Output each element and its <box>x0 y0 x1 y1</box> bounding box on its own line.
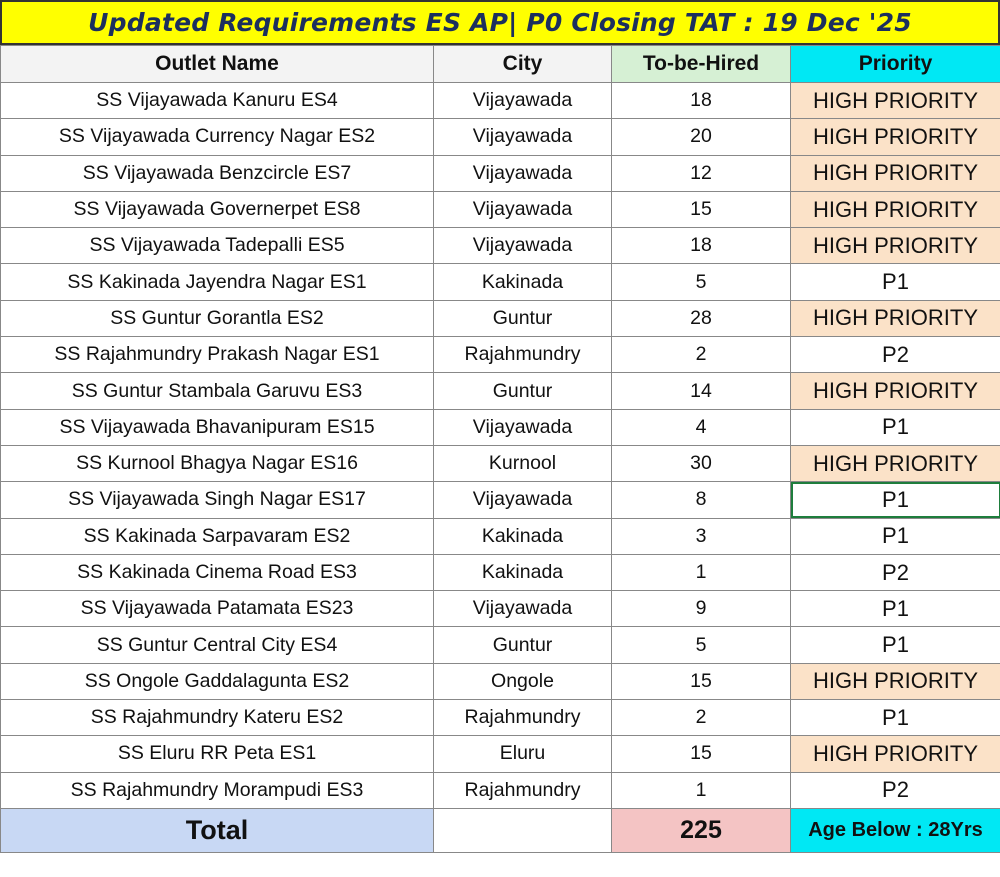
table-row <box>1 264 1000 300</box>
priority-cell[interactable]: HIGH PRIORITY <box>791 373 1000 409</box>
outlet-name-cell[interactable]: SS Kurnool Bhagya Nagar ES16 <box>1 445 434 481</box>
priority-cell[interactable]: HIGH PRIORITY <box>791 445 1000 481</box>
table-row <box>1 482 1000 518</box>
city-cell[interactable]: Vijayawada <box>434 482 612 518</box>
table-row <box>1 591 1000 627</box>
outlet-name-cell[interactable]: SS Rajahmundry Kateru ES2 <box>1 700 434 736</box>
priority-cell[interactable]: P2 <box>791 772 1000 808</box>
table-row <box>1 300 1000 336</box>
table-row <box>1 772 1000 808</box>
city-cell[interactable]: Vijayawada <box>434 228 612 264</box>
city-cell[interactable]: Ongole <box>434 663 612 699</box>
priority-cell[interactable]: P1 <box>791 518 1000 554</box>
priority-cell[interactable]: P1 <box>791 627 1000 663</box>
sheet-title: Updated Requirements ES AP| P0 Closing TAT : 19 Dec '25 <box>0 0 1000 45</box>
outlet-name-cell[interactable]: SS Kakinada Cinema Road ES3 <box>1 554 434 590</box>
city-cell[interactable]: Rajahmundry <box>434 337 612 373</box>
to-be-hired-cell[interactable]: 18 <box>612 83 791 119</box>
to-be-hired-cell[interactable]: 12 <box>612 155 791 191</box>
priority-cell[interactable]: P1 <box>791 264 1000 300</box>
city-cell[interactable]: Vijayawada <box>434 409 612 445</box>
to-be-hired-cell[interactable]: 15 <box>612 663 791 699</box>
city-cell[interactable]: Eluru <box>434 736 612 772</box>
to-be-hired-cell[interactable]: 4 <box>612 409 791 445</box>
table-row <box>1 736 1000 772</box>
priority-cell[interactable]: P1 <box>791 409 1000 445</box>
city-cell[interactable]: Vijayawada <box>434 83 612 119</box>
table-row <box>1 627 1000 663</box>
outlet-name-cell[interactable]: SS Rajahmundry Prakash Nagar ES1 <box>1 337 434 373</box>
city-cell[interactable]: Guntur <box>434 627 612 663</box>
priority-cell[interactable]: P2 <box>791 337 1000 373</box>
to-be-hired-cell[interactable]: 5 <box>612 627 791 663</box>
outlet-name-cell[interactable]: SS Kakinada Sarpavaram ES2 <box>1 518 434 554</box>
priority-cell[interactable]: P1 <box>791 591 1000 627</box>
city-cell[interactable]: Vijayawada <box>434 591 612 627</box>
outlet-name-cell[interactable]: SS Vijayawada Benzcircle ES7 <box>1 155 434 191</box>
table-row <box>1 83 1000 119</box>
table-row <box>1 554 1000 590</box>
city-cell[interactable]: Kakinada <box>434 518 612 554</box>
total-value[interactable]: 225 <box>612 808 791 852</box>
city-cell[interactable]: Rajahmundry <box>434 700 612 736</box>
priority-cell[interactable]: HIGH PRIORITY <box>791 663 1000 699</box>
to-be-hired-cell[interactable]: 14 <box>612 373 791 409</box>
priority-cell[interactable]: P1 <box>791 482 1000 518</box>
city-cell[interactable]: Kakinada <box>434 264 612 300</box>
to-be-hired-cell[interactable]: 9 <box>612 591 791 627</box>
table-body <box>1 83 1000 809</box>
column-header-priority[interactable]: Priority <box>791 46 1000 83</box>
to-be-hired-cell[interactable]: 1 <box>612 772 791 808</box>
table-row <box>1 700 1000 736</box>
outlet-name-cell[interactable]: SS Vijayawada Currency Nagar ES2 <box>1 119 434 155</box>
table-row <box>1 373 1000 409</box>
total-city-cell[interactable] <box>434 808 612 852</box>
outlet-name-cell[interactable]: SS Guntur Central City ES4 <box>1 627 434 663</box>
outlet-name-cell[interactable]: SS Kakinada Jayendra Nagar ES1 <box>1 264 434 300</box>
priority-cell[interactable]: P2 <box>791 554 1000 590</box>
table-row <box>1 119 1000 155</box>
priority-cell[interactable]: HIGH PRIORITY <box>791 736 1000 772</box>
to-be-hired-cell[interactable]: 3 <box>612 518 791 554</box>
city-cell[interactable]: Vijayawada <box>434 191 612 227</box>
to-be-hired-cell[interactable]: 15 <box>612 736 791 772</box>
outlet-name-cell[interactable]: SS Vijayawada Tadepalli ES5 <box>1 228 434 264</box>
header-row <box>1 46 1000 83</box>
city-cell[interactable]: Kakinada <box>434 554 612 590</box>
to-be-hired-cell[interactable]: 1 <box>612 554 791 590</box>
total-label[interactable]: Total <box>1 808 434 852</box>
column-header-outlet[interactable]: Outlet Name <box>1 46 434 83</box>
priority-cell[interactable]: HIGH PRIORITY <box>791 228 1000 264</box>
outlet-name-cell[interactable]: SS Vijayawada Kanuru ES4 <box>1 83 434 119</box>
to-be-hired-cell[interactable]: 30 <box>612 445 791 481</box>
to-be-hired-cell[interactable]: 5 <box>612 264 791 300</box>
table-row <box>1 518 1000 554</box>
priority-cell[interactable]: HIGH PRIORITY <box>791 155 1000 191</box>
outlet-name-cell[interactable]: SS Vijayawada Singh Nagar ES17 <box>1 482 434 518</box>
table-row <box>1 337 1000 373</box>
column-header-city[interactable]: City <box>434 46 612 83</box>
age-note[interactable]: Age Below : 28Yrs <box>791 808 1000 852</box>
outlet-name-cell[interactable]: SS Guntur Gorantla ES2 <box>1 300 434 336</box>
priority-cell[interactable]: P1 <box>791 700 1000 736</box>
city-cell[interactable]: Rajahmundry <box>434 772 612 808</box>
table-row <box>1 663 1000 699</box>
outlet-name-cell[interactable]: SS Vijayawada Governerpet ES8 <box>1 191 434 227</box>
outlet-name-cell[interactable]: SS Ongole Gaddalagunta ES2 <box>1 663 434 699</box>
priority-cell[interactable]: HIGH PRIORITY <box>791 300 1000 336</box>
table-row <box>1 409 1000 445</box>
to-be-hired-cell[interactable]: 18 <box>612 228 791 264</box>
table-row <box>1 445 1000 481</box>
requirements-table <box>0 45 1000 853</box>
outlet-name-cell[interactable]: SS Rajahmundry Morampudi ES3 <box>1 772 434 808</box>
outlet-name-cell[interactable]: SS Vijayawada Bhavanipuram ES15 <box>1 409 434 445</box>
priority-cell[interactable]: HIGH PRIORITY <box>791 119 1000 155</box>
city-cell[interactable]: Vijayawada <box>434 119 612 155</box>
to-be-hired-cell[interactable]: 20 <box>612 119 791 155</box>
priority-cell[interactable]: HIGH PRIORITY <box>791 191 1000 227</box>
to-be-hired-cell[interactable]: 8 <box>612 482 791 518</box>
priority-cell[interactable]: HIGH PRIORITY <box>791 83 1000 119</box>
to-be-hired-cell[interactable]: 2 <box>612 337 791 373</box>
outlet-name-cell[interactable]: SS Guntur Stambala Garuvu ES3 <box>1 373 434 409</box>
total-row <box>1 808 1000 852</box>
city-cell[interactable]: Vijayawada <box>434 155 612 191</box>
outlet-name-cell[interactable]: SS Eluru RR Peta ES1 <box>1 736 434 772</box>
outlet-name-cell[interactable]: SS Vijayawada Patamata ES23 <box>1 591 434 627</box>
to-be-hired-cell[interactable]: 2 <box>612 700 791 736</box>
table-row <box>1 191 1000 227</box>
table-row <box>1 155 1000 191</box>
city-cell[interactable]: Guntur <box>434 373 612 409</box>
to-be-hired-cell[interactable]: 15 <box>612 191 791 227</box>
to-be-hired-cell[interactable]: 28 <box>612 300 791 336</box>
city-cell[interactable]: Guntur <box>434 300 612 336</box>
column-header-to-be-hired[interactable]: To-be-Hired <box>612 46 791 83</box>
table-row <box>1 228 1000 264</box>
city-cell[interactable]: Kurnool <box>434 445 612 481</box>
